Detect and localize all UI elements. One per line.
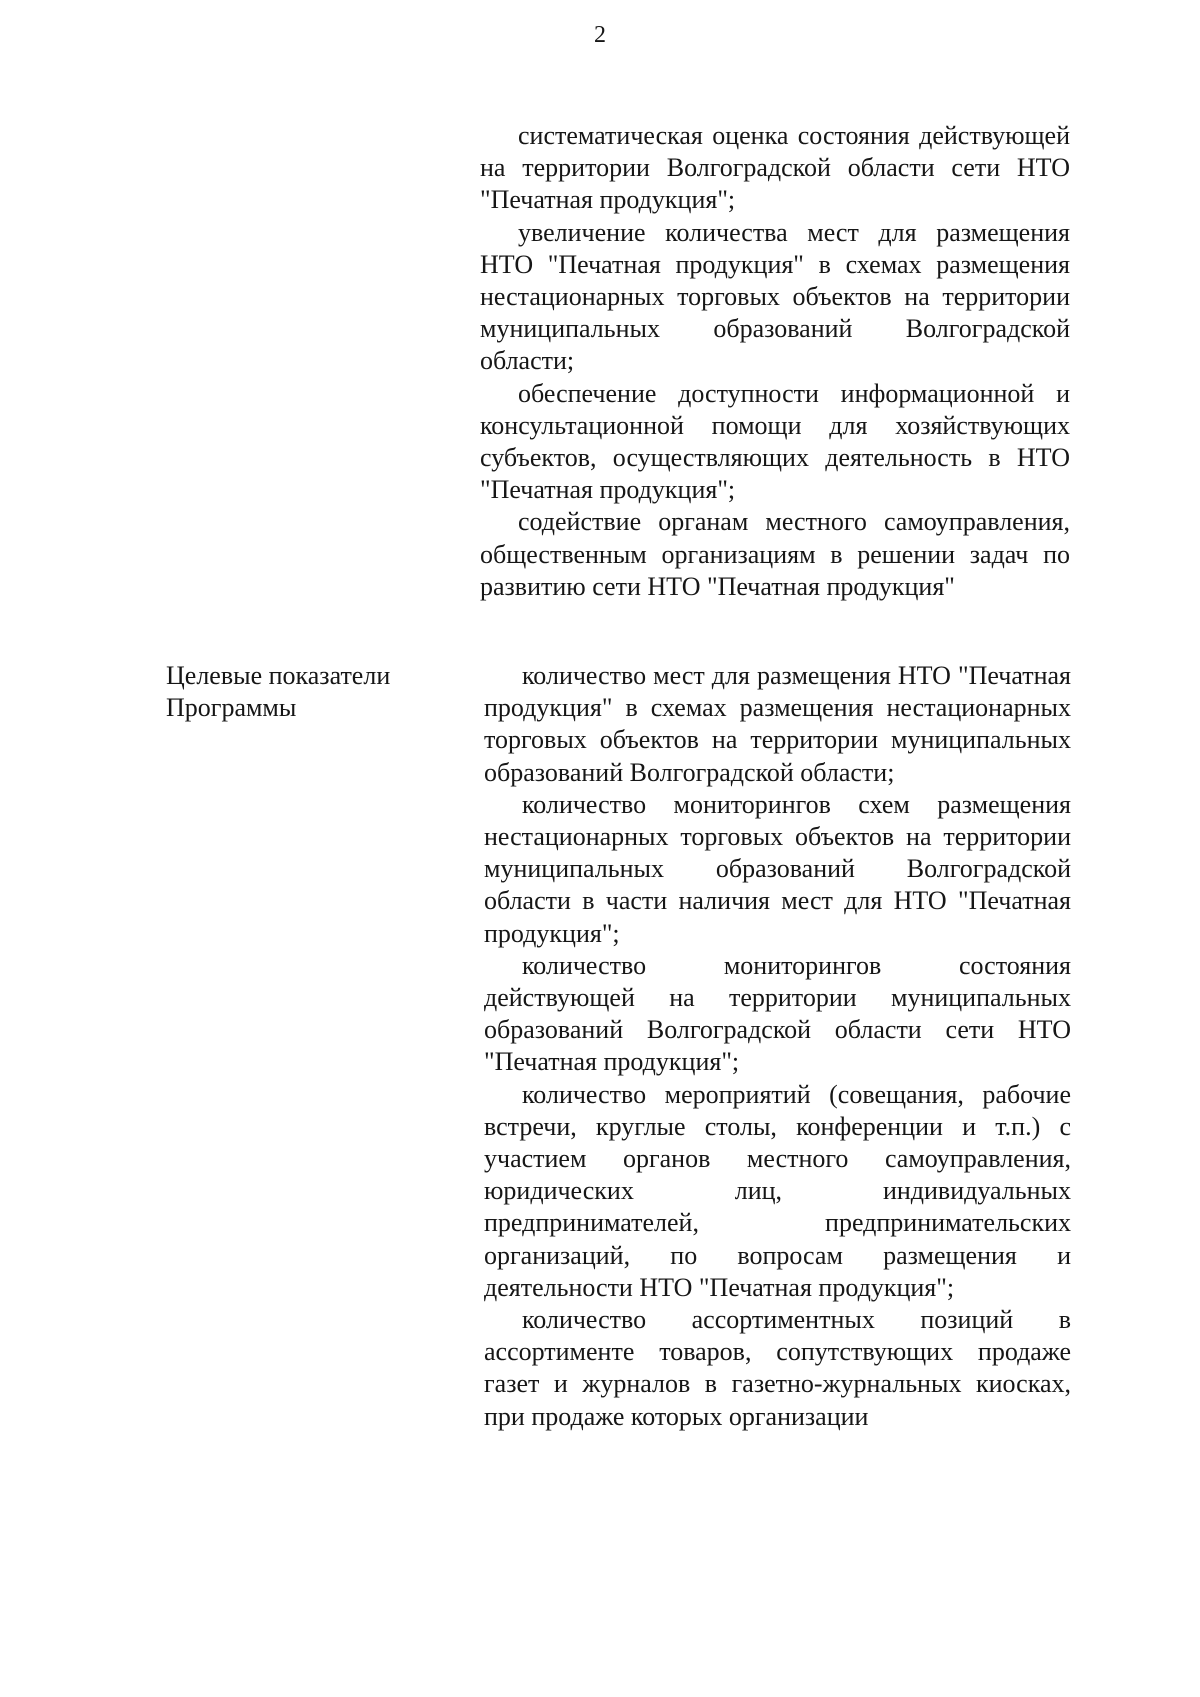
page-number: 2 <box>594 22 606 48</box>
target-indicators-label <box>166 660 456 724</box>
paragraph: количество мероприятий (совещания, рабочие встречи, круглые столы, конференции и т.п.) с участием органов местного самоуправления, юридических лиц, индивидуальных предпринимателей, предпринимательских организаций, по вопросам размещения и деятельности НТО "Печатная продукция"; <box>484 1079 1071 1302</box>
paragraph: количество мест для размещения НТО "Печатная продукция" в схемах размещения нестационарных торговых объектов на территории муниципальных образований Волгоградской области; <box>484 661 1071 787</box>
paragraph: увеличение количества мест для размещения НТО "Печатная продукция" в схемах размещения нестационарных торговых объектов на территории муниципальных образований Волгоградской области; <box>480 217 1070 376</box>
label-line: Программы <box>166 693 297 723</box>
paragraph: количество мониторингов схем размещения нестационарных торговых объектов на территории муниципальных образований Волгоградской области в части наличия мест для НТО "Печатная продукция"; <box>484 789 1071 948</box>
paragraph: содействие органам местного самоуправления, общественным организациям в решении задач по развитию сети НТО "Печатная продукция" <box>480 507 1070 601</box>
label-line: Целевые показатели <box>166 661 391 690</box>
goals-continued-text <box>480 120 1070 603</box>
paragraph: обеспечение доступности информационной и консультационной помощи для хозяйствующих субъектов, осуществляющих деятельность в НТО "Печатная продукция"; <box>480 378 1070 505</box>
target-indicators-text <box>484 660 1071 1433</box>
paragraph: количество мониторингов состояния действующей на территории муниципальных образований Волгоградской области сети НТО "Печатная продукция"; <box>484 950 1071 1077</box>
paragraph: количество ассортиментных позиций в ассортименте товаров, сопутствующих продаже газет и журналов в газетно-журнальных киосках, при продаже которых организации <box>484 1305 1071 1431</box>
paragraph: систематическая оценка состояния действующей на территории Волгоградской области сети НТО "Печатная продукция"; <box>480 121 1070 215</box>
